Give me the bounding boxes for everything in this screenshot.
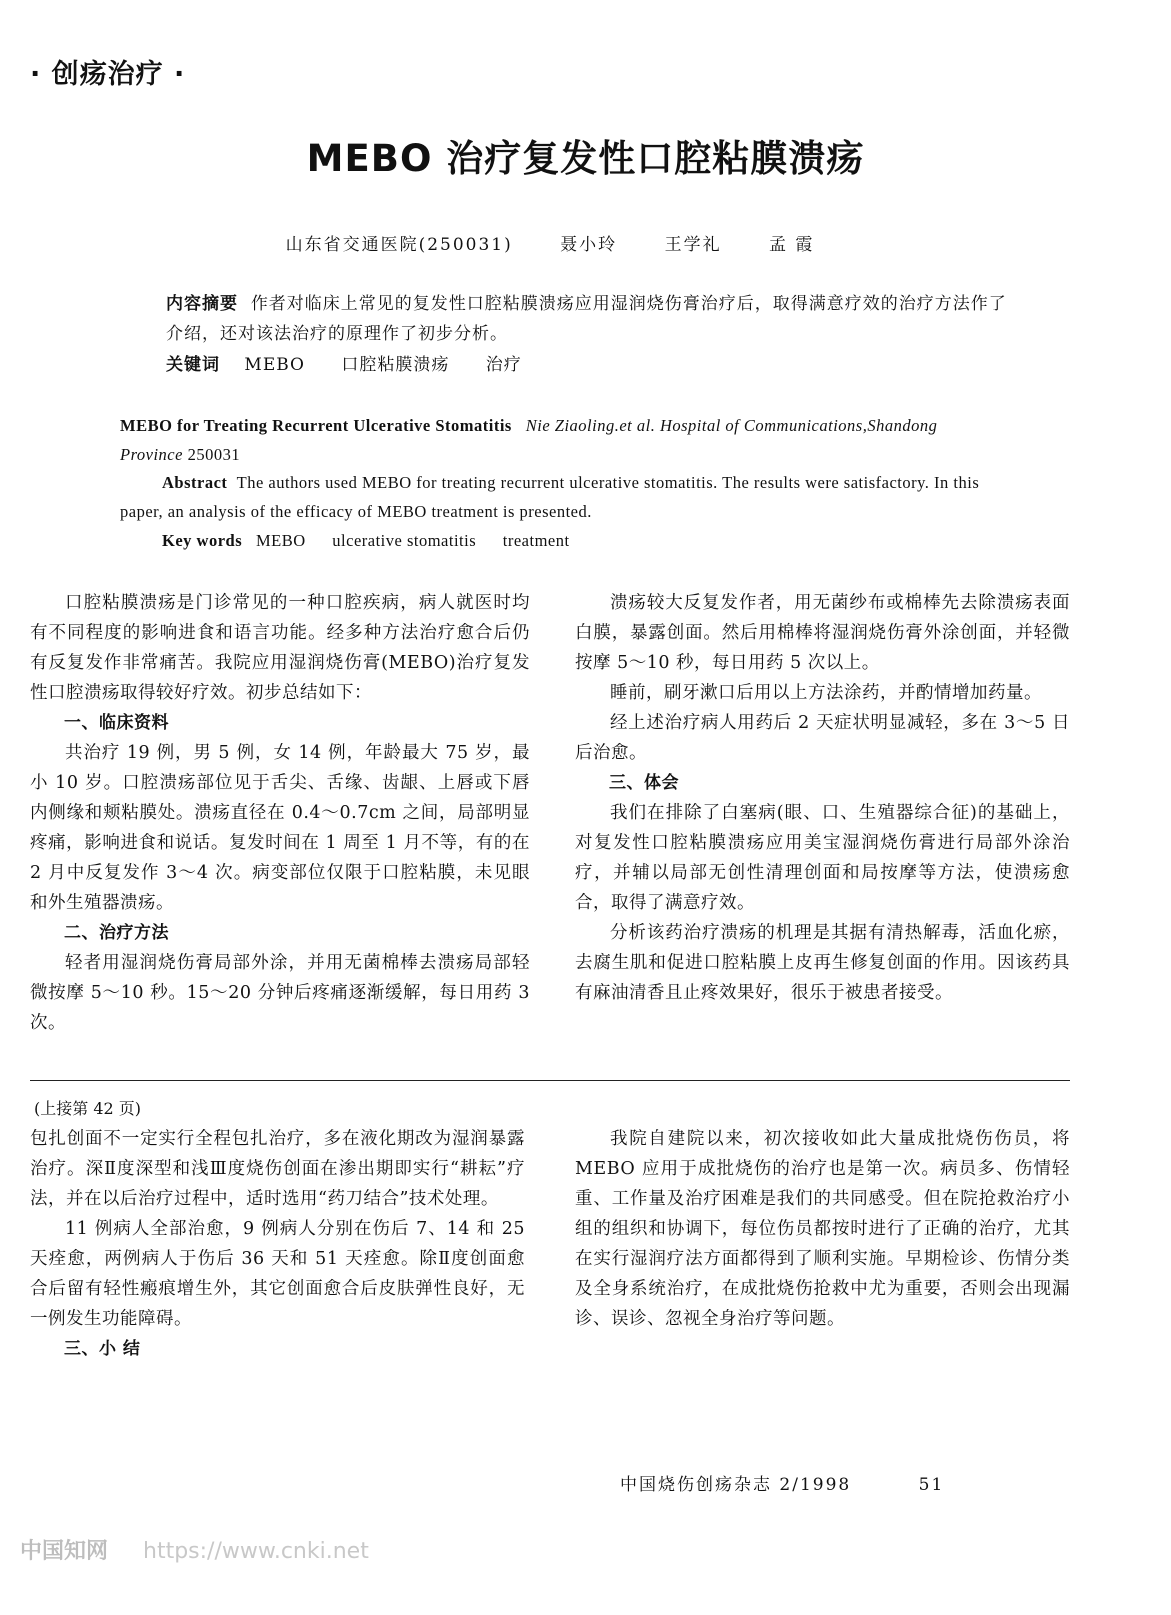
affiliation bbox=[0, 230, 1100, 255]
summary-heading: 三、小 结 bbox=[64, 1339, 141, 1359]
abstract-cn bbox=[120, 289, 1020, 349]
abstract-cn-text: 作者对临床上常见的复发性口腔粘膜溃疡应用湿润烧伤膏治疗后，取得满意疗效的治疗方法作了介绍，还对该法治疗的原理作了初步分析。 bbox=[166, 294, 1007, 344]
section-divider bbox=[30, 1080, 1070, 1081]
section-heading-clinical: 一、临床资料 bbox=[64, 713, 169, 733]
english-keyword: ulcerative stomatitis bbox=[332, 531, 477, 550]
watermark-url: https://www.cnki.net bbox=[143, 1539, 369, 1564]
experience-paragraph: 分析该药治疗溃疡的机理是其据有清热解毒，活血化瘀，去腐生肌和促进口腔粘膜上皮再生修复创面的作用。因该药具有麻油清香且止疼效果好，很乐于被患者接受。 bbox=[575, 923, 1070, 1003]
continued-paragraph: 我院自建院以来，初次接收如此大量成批烧伤伤员，将 MEBO 应用于成批烧伤的治疗也是第一次。病员多、伤情轻重、工作量及治疗困难是我们的共同感受。但在院抢救治疗小组的组织和协调下，每位伤员都按时进行了正确的治疗，尤其在实行湿润疗法方面都得到了顺利实施。早期检诊、伤情分类及全身系统治疗，在成批烧伤抢救中尤为重要，否则会出现漏诊、误诊、忽视全身治疗等问题。 bbox=[575, 1129, 1070, 1329]
english-authors: Nie Ziaoling.et al. Hospital of Communications,Shandong Province bbox=[120, 416, 938, 464]
institution: 山东省交通医院(250031) bbox=[285, 235, 513, 255]
keywords-cn bbox=[166, 350, 552, 375]
keywords-cn-label: 关键词 bbox=[166, 355, 220, 375]
body-right-column bbox=[575, 588, 1070, 1008]
journal-name: 中国烧伤创疡杂志 2/1998 bbox=[620, 1475, 852, 1495]
watermark bbox=[20, 1534, 369, 1565]
method-paragraph: 睡前，刷牙漱口后用以上方法涂药，并酌情增加药量。 bbox=[610, 683, 1042, 703]
article-title: MEBO 治疗复发性口腔粘膜溃疡 bbox=[306, 137, 865, 180]
english-keywords-label: Key words bbox=[162, 531, 243, 550]
abstract-cn-label: 内容摘要 bbox=[166, 294, 238, 314]
keyword: 口腔粘膜溃疡 bbox=[341, 355, 450, 375]
english-keyword: MEBO bbox=[256, 531, 306, 550]
english-keywords bbox=[162, 526, 1032, 555]
method-paragraph: 经上述治疗病人用药后 2 天症状明显减轻，多在 3～5 日后治愈。 bbox=[575, 713, 1070, 763]
continued-right-column bbox=[575, 1124, 1070, 1334]
english-abstract bbox=[120, 468, 990, 526]
keyword: MEBO bbox=[244, 355, 305, 375]
english-title: MEBO for Treating Recurrent Ulcerative Stomatitis bbox=[120, 416, 512, 435]
continued-paragraph: 包扎创面不一定实行全程包扎治疗，多在液化期改为湿润暴露治疗。深Ⅱ度深型和浅Ⅲ度烧伤创面在渗出期即实行“耕耘”疗法，并在以后治疗过程中，适时选用“药刀结合”技术处理。 bbox=[30, 1129, 525, 1209]
keyword: 治疗 bbox=[485, 355, 522, 375]
author: 聂小玲 bbox=[560, 235, 618, 255]
section-heading-method: 二、治疗方法 bbox=[64, 923, 169, 943]
watermark-brand: 中国知网 bbox=[20, 1539, 109, 1564]
body-left-column bbox=[30, 588, 530, 1038]
intro-paragraph: 口腔粘膜溃疡是门诊常见的一种口腔疾病，病人就医时均有不同程度的影响进食和语言功能。经多种方法治疗愈合后仍有反复发作非常痛苦。我院应用湿润烧伤膏(MEBO)治疗复发性口腔溃疡取得较好疗效。初步总结如下： bbox=[30, 593, 530, 703]
english-abstract-label: Abstract bbox=[162, 473, 228, 492]
section-tag: · 创疡治疗 · bbox=[30, 59, 186, 90]
page-number: 51 bbox=[918, 1475, 945, 1495]
continued-paragraph: 11 例病人全部治愈，9 例病人分别在伤后 7、14 和 25 天痊愈，两例病人于伤后 36 天和 51 天痊愈。除Ⅱ度创面愈合后留有轻性瘢痕增生外，其它创面愈合后皮肤弹性良好，无一例发生功能障碍。 bbox=[30, 1219, 525, 1329]
english-keyword: treatment bbox=[502, 531, 570, 550]
experience-paragraph: 我们在排除了白塞病(眼、口、生殖器综合征)的基础上，对复发性口腔粘膜溃疡应用美宝湿润烧伤膏进行局部外涂治疗，并辅以局部无创性清理创面和局按摩等方法，使溃疡愈合，取得了满意疗效。 bbox=[575, 803, 1070, 913]
page-footer bbox=[620, 1470, 944, 1495]
method-paragraph: 轻者用湿润烧伤膏局部外涂，并用无菌棉棒去溃疡局部轻微按摩 5～10 秒。15～20 分钟后疼痛逐渐缓解，每日用药 3 次。 bbox=[30, 953, 530, 1033]
author: 孟 霞 bbox=[768, 235, 815, 255]
author: 王学礼 bbox=[664, 235, 722, 255]
continued-left-column bbox=[30, 1124, 525, 1364]
clinical-paragraph: 共治疗 19 例，男 5 例，女 14 例，年龄最大 75 岁，最小 10 岁。口腔溃疡部位见于舌尖、舌缘、齿龈、上唇或下唇内侧缘和颊粘膜处。溃疡直径在 0.4～0.7cm 之间，局部明显疼痛，影响进食和说话。复发时间在 1 周至 1 月不等，有的在 2 月中反复发作 3～4 次。病变部位仅限于口腔粘膜，未见眼和外生殖器溃疡。 bbox=[30, 743, 530, 913]
english-abstract-text: The authors used MEBO for treating recurrent ulcerative stomatitis. The results were satisfactory. In this paper, an analysis of the efficacy of MEBO treatment is presented. bbox=[120, 473, 980, 521]
continued-note: (上接第 42 页) bbox=[34, 1099, 142, 1118]
english-title-block bbox=[120, 411, 990, 469]
english-postcode: 250031 bbox=[187, 445, 241, 464]
method-paragraph: 溃疡较大反复发作者，用无菌纱布或棉棒先去除溃疡表面白膜，暴露创面。然后用棉棒将湿润烧伤膏外涂创面，并轻微按摩 5～10 秒，每日用药 5 次以上。 bbox=[575, 593, 1070, 673]
section-heading-experience: 三、体会 bbox=[609, 773, 679, 793]
